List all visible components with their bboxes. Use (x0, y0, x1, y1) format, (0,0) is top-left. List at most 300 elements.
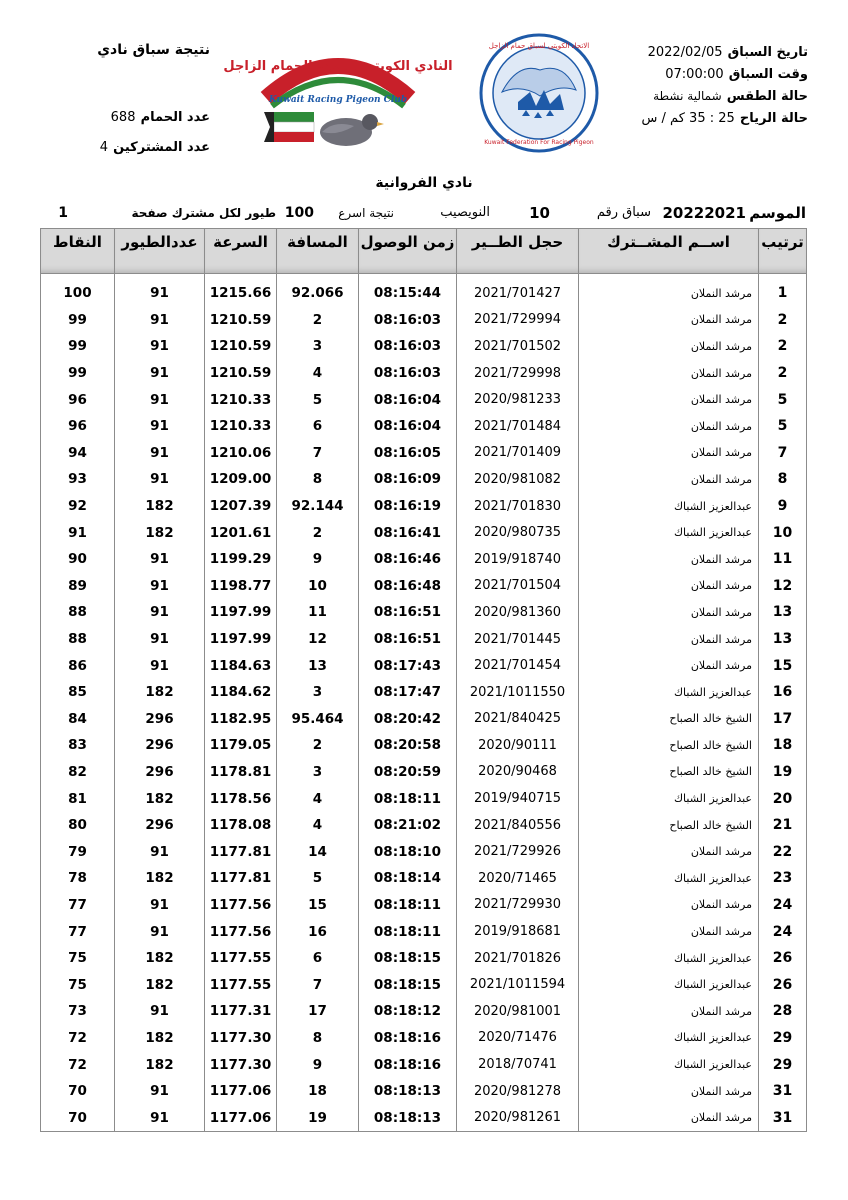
distance-cell: 2 (277, 307, 359, 334)
speed-cell: 1177.30 (205, 1051, 277, 1078)
points-cell: 73 (41, 998, 115, 1025)
participants-label: عدد المشتركين (113, 140, 210, 155)
points-cell: 75 (41, 971, 115, 998)
distance-cell: 13 (277, 652, 359, 679)
ring-cell: 2020/90468 (457, 759, 579, 786)
arrival-time-cell: 08:18:13 (359, 1078, 457, 1105)
speed-cell: 1210.33 (205, 386, 277, 413)
race-number: 10 (529, 204, 550, 222)
federation-logo-en: Kuwait Federation For Racing Pigeon (484, 139, 594, 146)
participant-cell: مرشد النملان (579, 1104, 759, 1131)
speed-cell: 1177.55 (205, 971, 277, 998)
speed-cell: 1198.77 (205, 573, 277, 600)
distance-cell: 9 (277, 1051, 359, 1078)
distance-cell: 8 (277, 1025, 359, 1052)
distance-cell: 3 (277, 759, 359, 786)
rank-cell: 10 (759, 519, 807, 546)
birds-count-cell: 91 (115, 546, 205, 573)
ring-cell: 2021/729926 (457, 838, 579, 865)
birds-count-cell: 91 (115, 1078, 205, 1105)
speed-cell: 1199.29 (205, 546, 277, 573)
arrival-time-cell: 08:16:04 (359, 413, 457, 440)
distance-cell: 5 (277, 386, 359, 413)
ring-cell: 2020/981360 (457, 599, 579, 626)
participant-cell: مرشد النملان (579, 918, 759, 945)
rank-cell: 26 (759, 945, 807, 972)
participant-cell: مرشد النملان (579, 386, 759, 413)
rank-cell: 13 (759, 599, 807, 626)
participant-cell: الشيخ خالد الصباح (579, 732, 759, 759)
arrival-time-cell: 08:16:19 (359, 493, 457, 520)
table-row (41, 838, 807, 865)
rank-cell: 17 (759, 706, 807, 733)
speed-cell: 1178.81 (205, 759, 277, 786)
rank-cell: 18 (759, 732, 807, 759)
release-location: النويصيب (440, 205, 490, 220)
participant-cell: عبدالعزيز الشباك (579, 679, 759, 706)
arrival-time-cell: 08:18:11 (359, 892, 457, 919)
rank-cell: 28 (759, 998, 807, 1025)
col-arrival-header: زمن الوصول (359, 229, 457, 274)
table-row (41, 599, 807, 626)
birds-count-cell: 91 (115, 440, 205, 467)
participants-count: 4 (99, 140, 109, 155)
rank-cell: 7 (759, 440, 807, 467)
points-cell: 92 (41, 493, 115, 520)
arrival-time-cell: 08:16:09 (359, 466, 457, 493)
birds-count-cell: 91 (115, 599, 205, 626)
arrival-time-cell: 08:16:03 (359, 307, 457, 334)
arrival-time-cell: 08:18:11 (359, 785, 457, 812)
table-row (41, 333, 807, 360)
rank-cell: 20 (759, 785, 807, 812)
points-cell: 86 (41, 652, 115, 679)
speed-cell: 1177.55 (205, 945, 277, 972)
speed-cell: 1177.81 (205, 838, 277, 865)
ring-cell: 2021/729930 (457, 892, 579, 919)
birds-count-cell: 182 (115, 1051, 205, 1078)
birds-count-cell: 182 (115, 865, 205, 892)
participant-cell: مرشد النملان (579, 599, 759, 626)
points-cell: 99 (41, 307, 115, 334)
participant-cell: مرشد النملان (579, 652, 759, 679)
rank-cell: 22 (759, 838, 807, 865)
points-cell: 90 (41, 546, 115, 573)
speed-cell: 1197.99 (205, 626, 277, 653)
rank-cell: 16 (759, 679, 807, 706)
participant-cell: مرشد النملان (579, 998, 759, 1025)
points-cell: 89 (41, 573, 115, 600)
race-date-label: تاريخ السباق (727, 45, 808, 60)
distance-cell: 7 (277, 440, 359, 467)
speed-cell: 1210.33 (205, 413, 277, 440)
rank-cell: 11 (759, 546, 807, 573)
ring-cell: 2018/70741 (457, 1051, 579, 1078)
points-cell: 88 (41, 599, 115, 626)
points-cell: 72 (41, 1051, 115, 1078)
participant-cell: الشيخ خالد الصباح (579, 812, 759, 839)
distance-cell: 8 (277, 466, 359, 493)
points-cell: 70 (41, 1104, 115, 1131)
rank-cell: 24 (759, 892, 807, 919)
arrival-time-cell: 08:18:10 (359, 838, 457, 865)
speed-cell: 1177.56 (205, 892, 277, 919)
distance-cell: 17 (277, 998, 359, 1025)
birds-count-cell: 91 (115, 838, 205, 865)
rank-cell: 5 (759, 386, 807, 413)
arrival-time-cell: 08:17:43 (359, 652, 457, 679)
rank-cell: 31 (759, 1104, 807, 1131)
fastest-count: 100 (284, 205, 314, 221)
distance-cell: 16 (277, 918, 359, 945)
ring-cell: 2021/701454 (457, 652, 579, 679)
arrival-time-cell: 08:16:41 (359, 519, 457, 546)
ring-cell: 2020/90111 (457, 732, 579, 759)
speed-cell: 1177.56 (205, 918, 277, 945)
speed-cell: 1210.06 (205, 440, 277, 467)
table-row (41, 971, 807, 998)
ring-cell: 2021/729994 (457, 307, 579, 334)
participant-cell: عبدالعزيز الشباك (579, 971, 759, 998)
ring-cell: 2020/980735 (457, 519, 579, 546)
birds-count-cell: 91 (115, 998, 205, 1025)
rank-cell: 13 (759, 626, 807, 653)
birds-count-cell: 91 (115, 413, 205, 440)
distance-cell: 18 (277, 1078, 359, 1105)
points-cell: 93 (41, 466, 115, 493)
distance-cell: 9 (277, 546, 359, 573)
speed-cell: 1178.56 (205, 785, 277, 812)
table-row (41, 573, 807, 600)
table-row (41, 493, 807, 520)
season-label: الموسم (749, 204, 806, 222)
arrival-time-cell: 08:18:11 (359, 918, 457, 945)
rank-cell: 1 (759, 280, 807, 307)
participant-cell: الشيخ خالد الصباح (579, 706, 759, 733)
speed-cell: 1177.06 (205, 1104, 277, 1131)
race-time: 07:00:00 (665, 67, 724, 82)
arrival-time-cell: 08:16:48 (359, 573, 457, 600)
distance-cell: 3 (277, 679, 359, 706)
arrival-time-cell: 08:18:14 (359, 865, 457, 892)
points-cell: 88 (41, 626, 115, 653)
points-cell: 80 (41, 812, 115, 839)
points-cell: 100 (41, 280, 115, 307)
race-summary-line (42, 200, 806, 226)
arrival-time-cell: 08:18:16 (359, 1025, 457, 1052)
ring-cell: 2021/701504 (457, 573, 579, 600)
table-row (41, 812, 807, 839)
participant-cell: الشيخ خالد الصباح (579, 759, 759, 786)
distance-cell: 6 (277, 413, 359, 440)
rank-cell: 9 (759, 493, 807, 520)
arrival-time-cell: 08:20:42 (359, 706, 457, 733)
participant-cell: مرشد النملان (579, 333, 759, 360)
arrival-time-cell: 08:18:15 (359, 945, 457, 972)
participant-cell: عبدالعزيز الشباك (579, 1025, 759, 1052)
rank-cell: 23 (759, 865, 807, 892)
participant-cell: عبدالعزيز الشباك (579, 865, 759, 892)
points-cell: 72 (41, 1025, 115, 1052)
table-row (41, 280, 807, 307)
participant-cell: مرشد النملان (579, 1078, 759, 1105)
distance-cell: 92.066 (277, 280, 359, 307)
birds-count-cell: 91 (115, 892, 205, 919)
arrival-time-cell: 08:18:15 (359, 971, 457, 998)
rank-cell: 29 (759, 1051, 807, 1078)
participant-cell: عبدالعزيز الشباك (579, 1051, 759, 1078)
race-info-block (618, 40, 808, 128)
speed-cell: 1177.06 (205, 1078, 277, 1105)
rank-cell: 12 (759, 573, 807, 600)
distance-cell: 2 (277, 519, 359, 546)
participant-cell: عبدالعزيز الشباك (579, 493, 759, 520)
col-ring-header: حجل الطــير (457, 229, 579, 274)
ring-cell: 2021/729998 (457, 360, 579, 387)
distance-cell: 4 (277, 812, 359, 839)
table-row (41, 785, 807, 812)
table-row (41, 1025, 807, 1052)
arrival-time-cell: 08:18:12 (359, 998, 457, 1025)
table-row (41, 918, 807, 945)
speed-cell: 1178.08 (205, 812, 277, 839)
ring-cell: 2021/1011594 (457, 971, 579, 998)
birds-count-cell: 91 (115, 652, 205, 679)
birds-count-cell: 296 (115, 706, 205, 733)
ring-cell: 2020/71476 (457, 1025, 579, 1052)
table-row (41, 865, 807, 892)
points-cell: 77 (41, 892, 115, 919)
points-cell: 91 (41, 519, 115, 546)
table-row (41, 679, 807, 706)
participant-cell: عبدالعزيز الشباك (579, 945, 759, 972)
birds-count-cell: 182 (115, 785, 205, 812)
arrival-time-cell: 08:16:51 (359, 599, 457, 626)
ring-cell: 2021/1011550 (457, 679, 579, 706)
speed-cell: 1215.66 (205, 280, 277, 307)
speed-cell: 1177.31 (205, 998, 277, 1025)
table-row (41, 945, 807, 972)
arrival-time-cell: 08:16:51 (359, 626, 457, 653)
ring-cell: 2021/701826 (457, 945, 579, 972)
points-cell: 94 (41, 440, 115, 467)
distance-cell: 4 (277, 785, 359, 812)
distance-cell: 5 (277, 865, 359, 892)
arrival-time-cell: 08:18:16 (359, 1051, 457, 1078)
ring-cell: 2021/701502 (457, 333, 579, 360)
speed-cell: 1184.63 (205, 652, 277, 679)
table-row (41, 519, 807, 546)
rank-cell: 8 (759, 466, 807, 493)
speed-cell: 1207.39 (205, 493, 277, 520)
birds-count-cell: 91 (115, 280, 205, 307)
weather-value: شمالية نشطة (653, 89, 722, 103)
birds-count-cell: 91 (115, 918, 205, 945)
table-row (41, 546, 807, 573)
arrival-time-cell: 08:20:59 (359, 759, 457, 786)
points-cell: 96 (41, 413, 115, 440)
points-cell: 82 (41, 759, 115, 786)
col-rank-header: ترتيب (759, 229, 807, 274)
distance-cell: 19 (277, 1104, 359, 1131)
pigeons-count: 688 (110, 110, 136, 125)
points-cell: 78 (41, 865, 115, 892)
per-page-label: طيور لكل مشترك صفحة (131, 206, 276, 220)
ring-cell: 2020/71465 (457, 865, 579, 892)
col-birds-header: عددالطيور (115, 229, 205, 274)
rank-cell: 21 (759, 812, 807, 839)
result-title: نتيجة سباق نادي (97, 42, 210, 58)
ring-cell: 2021/701830 (457, 493, 579, 520)
distance-cell: 6 (277, 945, 359, 972)
ring-cell: 2021/701484 (457, 413, 579, 440)
club-logo-ar: النادي الكويتي لسباق الحمام الزاجل (223, 59, 453, 74)
participant-cell: مرشد النملان (579, 280, 759, 307)
federation-logo (478, 32, 600, 158)
distance-cell: 15 (277, 892, 359, 919)
distance-cell: 3 (277, 333, 359, 360)
birds-count-cell: 91 (115, 386, 205, 413)
race-date: 2022/02/05 (647, 45, 723, 60)
distance-cell: 2 (277, 732, 359, 759)
participant-cell: مرشد النملان (579, 440, 759, 467)
rank-cell: 31 (759, 1078, 807, 1105)
arrival-time-cell: 08:20:58 (359, 732, 457, 759)
birds-count-cell: 91 (115, 626, 205, 653)
birds-count-cell: 182 (115, 1025, 205, 1052)
speed-cell: 1177.30 (205, 1025, 277, 1052)
table-row (41, 652, 807, 679)
speed-cell: 1209.00 (205, 466, 277, 493)
table-row (41, 413, 807, 440)
speed-cell: 1179.05 (205, 732, 277, 759)
birds-count-cell: 296 (115, 759, 205, 786)
birds-count-cell: 182 (115, 945, 205, 972)
birds-count-cell: 182 (115, 679, 205, 706)
birds-count-cell: 182 (115, 519, 205, 546)
distance-cell: 92.144 (277, 493, 359, 520)
club-logo (223, 40, 453, 158)
season-value: 20222021 (662, 204, 746, 222)
participant-cell: عبدالعزيز الشباك (579, 785, 759, 812)
ring-cell: 2021/701409 (457, 440, 579, 467)
distance-cell: 12 (277, 626, 359, 653)
participant-cell: مرشد النملان (579, 573, 759, 600)
participant-cell: مرشد النملان (579, 360, 759, 387)
race-number-label: سباق رقم (596, 205, 651, 220)
col-speed-header: السرعة (205, 229, 277, 274)
points-cell: 77 (41, 918, 115, 945)
ring-cell: 2020/981001 (457, 998, 579, 1025)
wind-value: 25 : 35 كم / س (641, 111, 735, 126)
arrival-time-cell: 08:21:02 (359, 812, 457, 839)
points-cell: 70 (41, 1078, 115, 1105)
birds-count-cell: 91 (115, 466, 205, 493)
participant-cell: مرشد النملان (579, 413, 759, 440)
birds-count-cell: 91 (115, 360, 205, 387)
speed-cell: 1197.99 (205, 599, 277, 626)
rank-cell: 19 (759, 759, 807, 786)
table-row (41, 1078, 807, 1105)
race-time-label: وقت السباق (728, 67, 808, 82)
points-cell: 83 (41, 732, 115, 759)
distance-cell: 4 (277, 360, 359, 387)
speed-cell: 1201.61 (205, 519, 277, 546)
ring-cell: 2021/840425 (457, 706, 579, 733)
birds-count-cell: 182 (115, 493, 205, 520)
table-row (41, 307, 807, 334)
ring-cell: 2019/918740 (457, 546, 579, 573)
table-row (41, 732, 807, 759)
birds-count-cell: 91 (115, 333, 205, 360)
ring-cell: 2021/840556 (457, 812, 579, 839)
table-row (41, 360, 807, 387)
speed-cell: 1210.59 (205, 333, 277, 360)
table-row (41, 759, 807, 786)
rank-cell: 24 (759, 918, 807, 945)
rank-cell: 26 (759, 971, 807, 998)
ring-cell: 2019/918681 (457, 918, 579, 945)
table-row (41, 1104, 807, 1131)
birds-count-cell: 182 (115, 971, 205, 998)
fastest-label: نتيجة اسرع (338, 206, 394, 220)
participant-cell: عبدالعزيز الشباك (579, 519, 759, 546)
distance-cell: 7 (277, 971, 359, 998)
speed-cell: 1184.62 (205, 679, 277, 706)
distance-cell: 11 (277, 599, 359, 626)
participant-cell: مرشد النملان (579, 307, 759, 334)
arrival-time-cell: 08:15:44 (359, 280, 457, 307)
points-cell: 75 (41, 945, 115, 972)
ring-cell: 2021/701445 (457, 626, 579, 653)
points-cell: 81 (41, 785, 115, 812)
distance-cell: 95.464 (277, 706, 359, 733)
arrival-time-cell: 08:16:03 (359, 360, 457, 387)
col-points-header: النقاط (41, 229, 115, 274)
birds-count-cell: 91 (115, 573, 205, 600)
rank-cell: 2 (759, 360, 807, 387)
pigeons-count-label: عدد الحمام (140, 110, 210, 125)
rank-cell: 5 (759, 413, 807, 440)
distance-cell: 10 (277, 573, 359, 600)
birds-count-cell: 91 (115, 307, 205, 334)
ring-cell: 2021/701427 (457, 280, 579, 307)
participant-cell: مرشد النملان (579, 546, 759, 573)
birds-count-cell: 91 (115, 1104, 205, 1131)
points-cell: 96 (41, 386, 115, 413)
table-row (41, 386, 807, 413)
rank-cell: 29 (759, 1025, 807, 1052)
rank-cell: 2 (759, 333, 807, 360)
arrival-time-cell: 08:16:05 (359, 440, 457, 467)
table-row (41, 626, 807, 653)
participant-cell: مرشد النملان (579, 838, 759, 865)
points-cell: 99 (41, 360, 115, 387)
ring-cell: 2020/981233 (457, 386, 579, 413)
table-row (41, 892, 807, 919)
table-row (41, 1051, 807, 1078)
speed-cell: 1182.95 (205, 706, 277, 733)
results-table (40, 228, 807, 1132)
table-row (41, 440, 807, 467)
club-name: نادي الفروانية (375, 175, 473, 191)
birds-count-cell: 296 (115, 732, 205, 759)
col-distance-header: المسافة (277, 229, 359, 274)
points-cell: 99 (41, 333, 115, 360)
arrival-time-cell: 08:16:46 (359, 546, 457, 573)
birds-count-cell: 296 (115, 812, 205, 839)
table-header-row (41, 229, 807, 274)
